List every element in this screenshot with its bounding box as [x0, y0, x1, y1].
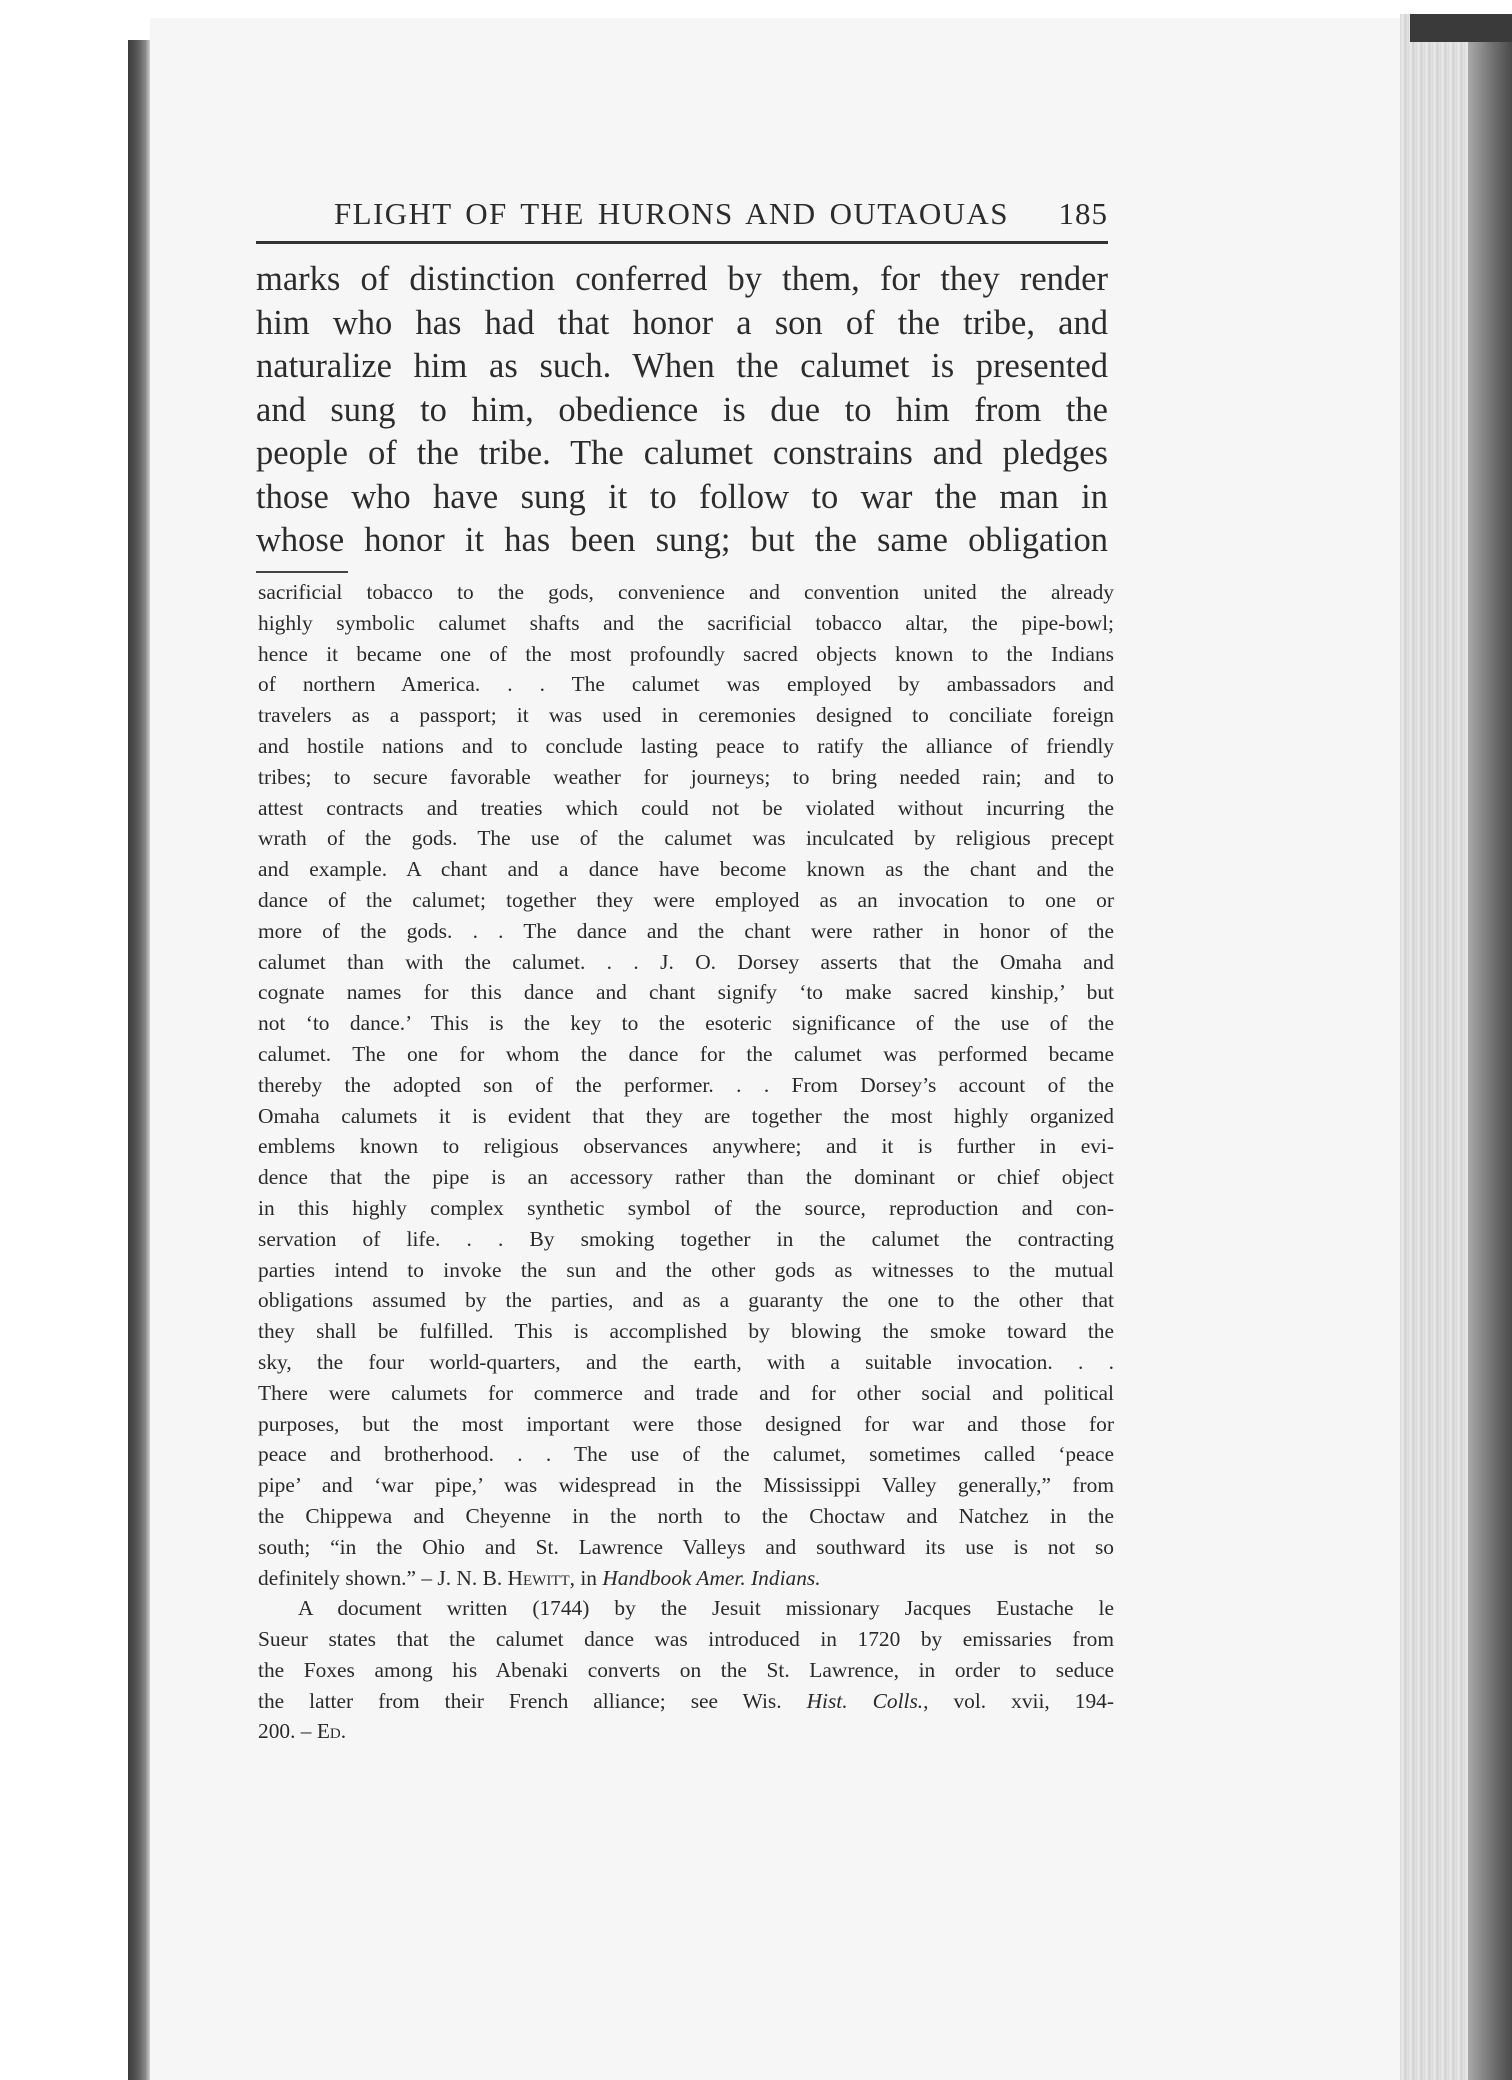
footnote-line: Sueur states that the calumet dance was introduced in 1720 by emissaries from	[258, 1627, 1114, 1652]
footnote-line: tribes; to secure favorable weather for journeys; to bring needed rain; and to	[258, 764, 1114, 789]
footnote-text: 200. –	[258, 1719, 317, 1744]
body-line: marks of distinction conferred by them, for they render	[256, 260, 1108, 298]
page-number: 185	[1058, 196, 1108, 231]
footnote-line: emblems known to religious observances anywhere; and it is further in evi-	[258, 1134, 1114, 1159]
footnote-line: sky, the four world-quarters, and the earth, with a suitable invocation. . .	[258, 1349, 1114, 1374]
source-title: Handbook Amer. Indians.	[602, 1565, 821, 1590]
footnote-line: dence that the pipe is an accessory rather than the dominant or chief object	[258, 1165, 1114, 1190]
source-title: Hist. Colls.	[806, 1688, 924, 1713]
footnote-line: obligations assumed by the parties, and as a guaranty the one to the other that	[258, 1288, 1114, 1313]
running-head	[256, 196, 1108, 232]
body-line: and sung to him, obedience is due to him from the	[256, 390, 1108, 429]
body-line: naturalize him as such. When the calumet is presented	[256, 347, 1108, 385]
book-cover-top	[1410, 14, 1512, 42]
footnote-text: , vol. xvii, 194-	[923, 1688, 1114, 1713]
footnote-line: hence it became one of the most profoundly sacred objects known to the Indians	[258, 641, 1114, 666]
footnote-line: pipe’ and ‘war pipe,’ was widespread in the Mississippi Valley generally,” from	[258, 1473, 1114, 1498]
footnote-line: and example. A chant and a dance have become known as the chant and the	[258, 857, 1114, 882]
footnote-line: travelers as a passport; it was used in ceremonies designed to conciliate foreign	[258, 703, 1114, 728]
footnote-line: A document written (1744) by the Jesuit missionary Jacques Eustache le	[298, 1596, 1114, 1621]
footnote-paragraph-1	[258, 577, 1114, 1563]
book-cover-edge	[1468, 30, 1512, 2080]
running-title: FLIGHT OF THE HURONS AND OUTAOUAS	[334, 196, 1009, 231]
footnote-text: definitely shown.” – J. N. B.	[258, 1565, 508, 1590]
footnote	[258, 577, 1114, 1747]
footnote-text: , in	[569, 1565, 603, 1590]
footnote-line	[258, 1686, 1114, 1717]
footnote-line: more of the gods. . . The dance and the chant were rather in honor of the	[258, 918, 1114, 943]
footnote-line: south; “in the Ohio and St. Lawrence Valleys and southward its use is not so	[258, 1534, 1114, 1559]
footnote-line: not ‘to dance.’ This is the key to the esoteric significance of the use of the	[258, 1011, 1114, 1036]
footnote-line: purposes, but the most important were those designed for war and those for	[258, 1411, 1114, 1436]
footnote-line: of northern America. . . The calumet was employed by ambassadors and	[258, 672, 1114, 697]
body-line: people of the tribe. The calumet constrains and pledges	[256, 434, 1108, 472]
footnote-line: in this highly complex synthetic symbol of the source, reproduction and con-	[258, 1195, 1114, 1220]
footnote-line: sacrificial tobacco to the gods, convenience and convention united the already	[258, 580, 1114, 604]
footnote-line: attest contracts and treaties which could not be violated without incurring the	[258, 795, 1114, 820]
footnote-line: parties intend to invoke the sun and the other gods as witnesses to the mutual	[258, 1257, 1114, 1282]
body-line: whose honor it has been sung; but the same obligation	[256, 521, 1108, 559]
body-line: him who has had that honor a son of the tribe, and	[256, 303, 1108, 342]
footnote-line: servation of life. . . By smoking together in the calumet the contracting	[258, 1226, 1114, 1251]
footnote-line	[258, 1716, 1114, 1747]
editor-signature: Ed.	[316, 1719, 347, 1744]
footnote-line: wrath of the gods. The use of the calumet was inculcated by religious precept	[258, 826, 1114, 851]
header-rule	[256, 241, 1108, 244]
footnote-line: calumet. The one for whom the dance for the calumet was performed became	[258, 1041, 1114, 1066]
footnote-line: cognate names for this dance and chant signify ‘to make sacred kinship,’ but	[258, 980, 1114, 1005]
footnote-line: There were calumets for commerce and trade and for other social and political	[258, 1380, 1114, 1405]
book-spine-shadow	[128, 40, 150, 2080]
footnote-line: and hostile nations and to conclude lasting peace to ratify the alliance of friendly	[258, 733, 1114, 758]
footnote-line: calumet than with the calumet. . . J. O. Dorsey asserts that the Omaha and	[258, 949, 1114, 974]
footnote-line: highly symbolic calumet shafts and the sacrificial tobacco altar, the pipe-bowl;	[258, 610, 1114, 635]
footnote-line: the Foxes among his Abenaki converts on the St. Lawrence, in order to seduce	[258, 1657, 1114, 1682]
footnote-paragraph-2	[258, 1593, 1114, 1685]
footnote-text: the latter from their French alliance; see Wis.	[258, 1688, 807, 1713]
body-line: those who have sung it to follow to war the man in	[256, 477, 1108, 516]
footnote-rule	[256, 571, 348, 573]
footnote-line: thereby the adopted son of the performer. . . From Dorsey’s account of the	[258, 1072, 1114, 1097]
footnote-line: Omaha calumets it is evident that they are together the most highly organized	[258, 1103, 1114, 1128]
author-name: Hewitt	[507, 1565, 570, 1590]
footnote-line: the Chippewa and Cheyenne in the north to the Choctaw and Natchez in the	[258, 1503, 1114, 1528]
footnote-line: dance of the calumet; together they were employed as an invocation to one or	[258, 887, 1114, 912]
footnote-line	[258, 1563, 1114, 1594]
body-text	[256, 258, 1108, 563]
footnote-line: they shall be fulfilled. This is accomplished by blowing the smoke toward the	[258, 1319, 1114, 1344]
footnote-line: peace and brotherhood. . . The use of the calumet, sometimes called ‘peace	[258, 1442, 1114, 1467]
